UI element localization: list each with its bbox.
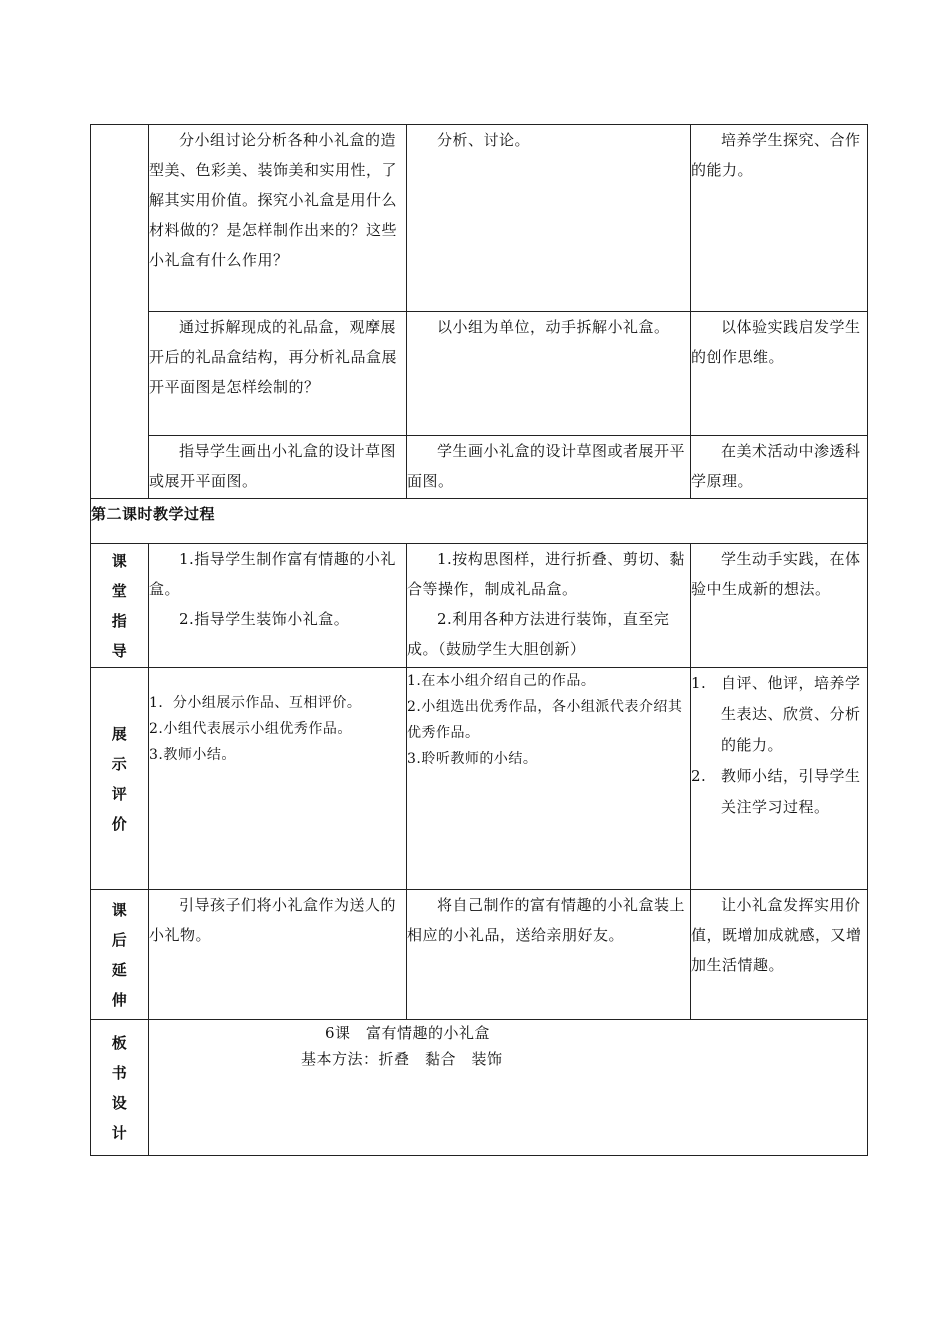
teacher-activity-text: 分小组讨论分析各种小礼盒的造型美、色彩美、装饰美和实用性，了解其实用价值。探究小礼盒是用什么材料做的？是怎样制作出来的？这些小礼盒有什么作用？	[149, 131, 398, 269]
second-lesson-title: 第二课时教学过程	[91, 499, 868, 544]
table-row	[91, 890, 868, 1020]
table-row	[91, 312, 868, 436]
design-intent-cell	[691, 436, 868, 499]
section-label-extend: 课后延伸	[91, 890, 149, 1020]
teacher-activity-text: 2.小组代表展示小组优秀作品。	[149, 721, 352, 737]
teacher-activity-cell	[149, 312, 407, 436]
teacher-activity-cell	[149, 668, 407, 890]
design-intent-text: 学生动手实践，在体验中生成新的想法。	[691, 550, 861, 598]
design-intent-cell	[691, 312, 868, 436]
section-label-board: 板书设计	[91, 1020, 149, 1156]
design-intent-text: 培养学生探究、合作的能力。	[691, 131, 861, 179]
student-activity-text: 1.按构思图样，进行折叠、剪切、黏合等操作，制成礼品盒。	[407, 550, 685, 598]
teacher-activity-text: 1.指导学生制作富有情趣的小礼盒。	[149, 550, 396, 598]
board-line-methods: 基本方法：折叠 黏合 装饰	[301, 1050, 503, 1068]
teacher-activity-text: 通过拆解现成的礼品盒，观摩展开后的礼品盒结构，再分析礼品盒展开平面图是怎样绘制的？	[149, 318, 398, 396]
lesson-plan-table	[90, 124, 868, 1156]
board-design-cell	[149, 1020, 868, 1156]
student-activity-text: 2.利用各种方法进行装饰，直至完成。（鼓励学生大胆创新）	[407, 610, 670, 658]
student-activity-cell	[407, 544, 691, 668]
student-activity-cell	[407, 312, 691, 436]
table-row	[91, 668, 868, 890]
table-row	[91, 436, 868, 499]
student-activity-cell	[407, 125, 691, 312]
design-intent-text: 让小礼盒发挥实用价值，既增加成就感，又增加生活情趣。	[691, 896, 862, 974]
teacher-activity-cell	[149, 436, 407, 499]
student-activity-text: 3.聆听教师的小结。	[407, 751, 538, 767]
student-activity-text: 2.小组选出优秀作品，各小组派代表介绍其优秀作品。	[407, 699, 683, 741]
teacher-activity-text: 1．分小组展示作品、互相评价。	[149, 695, 362, 711]
design-intent-cell	[691, 544, 868, 668]
table-row	[91, 125, 868, 312]
section-label-show: 展示评价	[91, 668, 149, 890]
student-activity-text: 分析、讨论。	[437, 131, 531, 149]
teacher-activity-cell	[149, 544, 407, 668]
table-row	[91, 499, 868, 544]
table-row	[91, 1020, 868, 1156]
intent-list	[691, 668, 867, 823]
list-item: 1. 自评、他评，培养学生表达、欣赏、分析的能力。	[691, 674, 861, 754]
teacher-activity-text: 3.教师小结。	[149, 747, 236, 763]
blank-label-cell	[91, 125, 149, 499]
student-activity-text: 将自己制作的富有情趣的小礼盒装上相应的小礼品，送给亲朋好友。	[407, 896, 686, 944]
table-row	[91, 544, 868, 668]
student-activity-text: 学生画小礼盒的设计草图或者展开平面图。	[407, 442, 686, 490]
teacher-activity-cell	[149, 125, 407, 312]
teacher-activity-text: 2.指导学生装饰小礼盒。	[179, 610, 350, 628]
teacher-activity-cell	[149, 890, 407, 1020]
design-intent-cell	[691, 125, 868, 312]
design-intent-cell	[691, 668, 868, 890]
student-activity-text: 以小组为单位，动手拆解小礼盒。	[437, 318, 670, 336]
board-line-title: 6课 富有情趣的小礼盒	[325, 1024, 491, 1042]
list-item: 2. 教师小结，引导学生关注学习过程。	[691, 767, 861, 816]
student-activity-text: 1.在本小组介绍自己的作品。	[407, 673, 596, 689]
teacher-activity-text: 指导学生画出小礼盒的设计草图或展开平面图。	[149, 442, 397, 490]
section-label-guide: 课堂指导	[91, 544, 149, 668]
design-intent-text: 以体验实践启发学生的创作思维。	[691, 318, 861, 366]
teacher-activity-text: 引导孩子们将小礼盒作为送人的小礼物。	[149, 896, 397, 944]
student-activity-cell	[407, 436, 691, 499]
design-intent-cell	[691, 890, 868, 1020]
student-activity-cell	[407, 668, 691, 890]
student-activity-cell	[407, 890, 691, 1020]
design-intent-text: 在美术活动中渗透科学原理。	[691, 442, 861, 490]
